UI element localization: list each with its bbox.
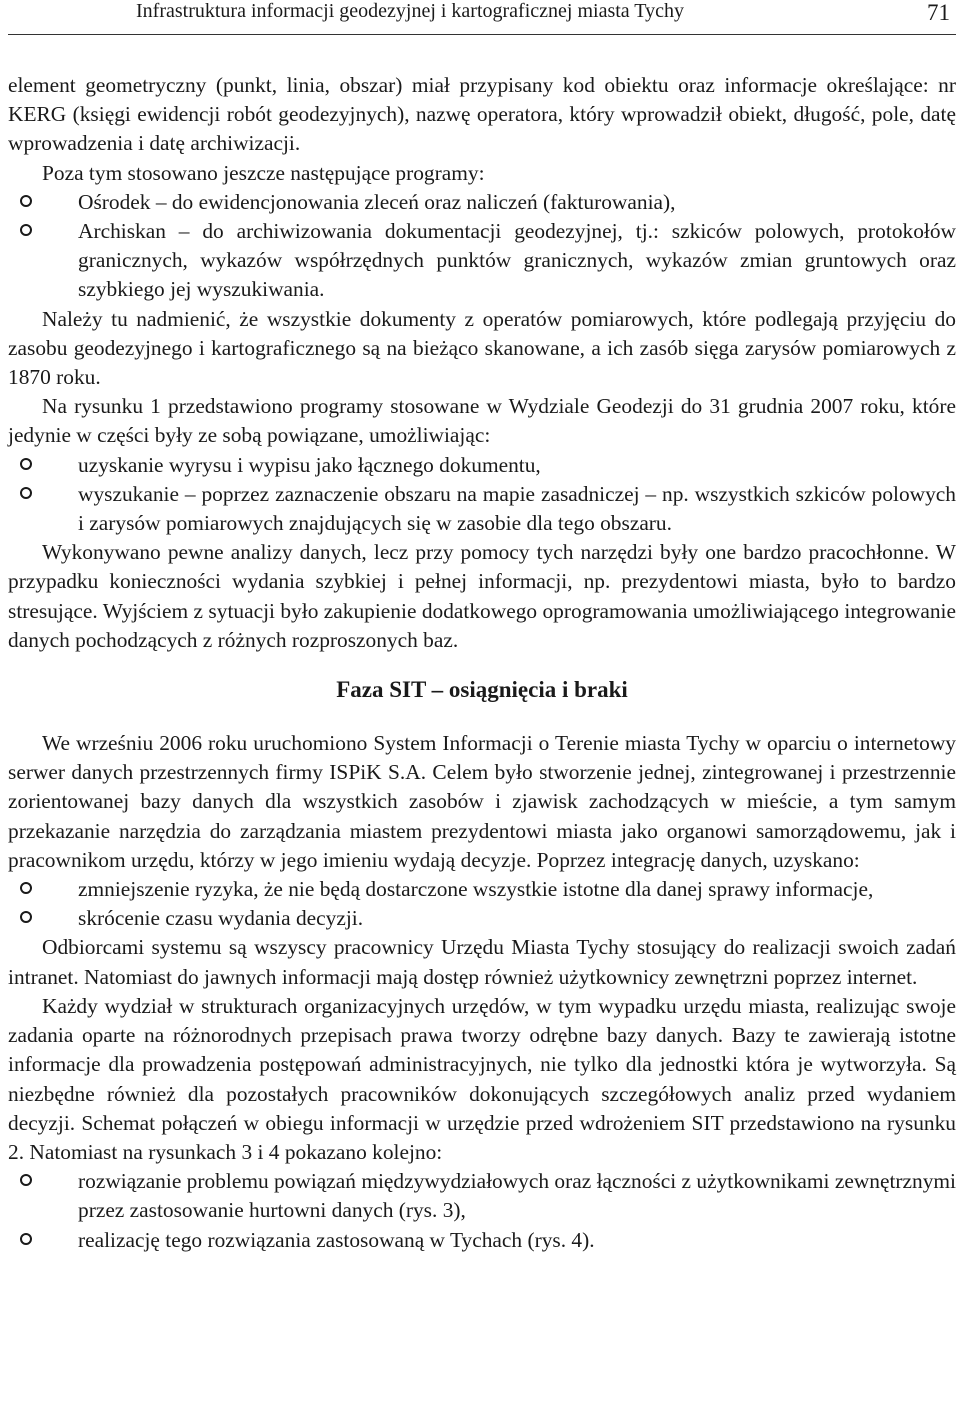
list-item-text: skrócenie czasu wydania decyzji. [78,906,364,931]
list-item [8,904,956,933]
body-text [8,71,956,1255]
list-item-text: Ośrodek – do ewidencjonowania zleceń oraz naliczeń (fakturowania), [78,189,676,214]
section-heading: Faza SIT – osiągnięcia i braki [336,677,628,703]
list-item [8,1226,956,1255]
list-item-text: zmniejszenie ryzyka, że nie będą dostarczone wszystkie istotne dla danej sprawy informacje, [78,877,874,902]
list-item [8,188,956,217]
bullet-icon [20,911,32,923]
list-item-text: wyszukanie – poprzez zaznaczenie obszaru na mapie zasadniczej – np. wszystkich szkiców polowych i zarysów pomiarowych znajdujących się w zasobie dla tego obszaru. [78,481,956,536]
bullet-icon [20,1174,32,1186]
document-page [8,0,956,1255]
paragraph: Każdy wydział w strukturach organizacyjnych urzędów, w tym wypadku urzędu miasta, realizując swoje zadania oparte na różnorodnych przepisach prawa tworzy odrębne bazy danych. Bazy te zawierają istotne informacje dla prowadzenia postępowań administracyjnych, nie tylko dla jednostki która je wytworzyła. Są niezbędne również dla pozostałych pracowników dokonujących szczegółowych analiz przed wydaniem decyzji. Schemat połączeń w obiegu informacji w urzędzie przed wdrożeniem SIT przedstawiono na rysunku 2. Natomiast na rysunkach 3 i 4 pokazano kolejno: [8,993,956,1164]
paragraph: Poza tym stosowano jeszcze następujące programy: [42,160,485,185]
paragraph: We wrześniu 2006 roku uruchomiono System Informacji o Terenie miasta Tychy w oparciu o internetowy serwer danych przestrzennych firmy ISPiK S.A. Celem było stworzenie jednej, zintegrowanej i przestrzennie zorientowanej bazy danych dla wszystkich zasobów i zjawisk zachodzących w mieście, a tym samym przekazanie narzędzia do zarządzania miastem prezydentowi miasta jako organowi samorządowemu, jak i pracownikom urzędu, którzy w jego imieniu wydają decyzje. Poprzez integrację danych, uzyskano: [8,731,956,872]
list-item-text: Archiskan – do archiwizowania dokumentacji geodezyjnej, tj.: szkiców polowych, protokołów granicznych, wykazów współrzędnych punktów granicznych, wykazów zmian gruntowych oraz szybkiego jej wyszukiwania. [78,219,956,302]
paragraph: Odbiorcami systemu są wszyscy pracownicy Urzędu Miasta Tychy stosujący do realizacji swoich zadań intranet. Natomiast do jawnych informacji mają dostęp również użytkownicy zewnętrzni poprzez internet. [8,935,956,989]
list-item-text: uzyskanie wyrysu i wypisu jako łącznego dokumentu, [78,452,541,477]
running-title: Infrastruktura informacji geodezyjnej i kartograficznej miasta Tychy [136,0,685,22]
bullet-list [8,1167,956,1255]
bullet-icon [20,1233,32,1245]
bullet-icon [20,487,32,499]
list-item [8,217,956,305]
paragraph: Na rysunku 1 przedstawiono programy stosowane w Wydziale Geodezji do 31 grudnia 2007 roku, które jedynie w części były ze sobą powiązane, umożliwiając: [8,394,956,448]
paragraph: element geometryczny (punkt, linia, obszar) miał przypisany kod obiektu oraz informacje określające: nr KERG (księgi ewidencji robót geodezyjnych), nazwę operatora, który wprowadził obiekt, długość, pole, datę wprowadzenia i datę archiwizacji. [8,73,956,156]
bullet-list [8,451,956,539]
list-item-text: realizację tego rozwiązania zastosowaną w Tychach (rys. 4). [78,1227,595,1252]
bullet-icon [20,195,32,207]
running-header [8,0,956,35]
paragraph: Wykonywano pewne analizy danych, lecz przy pomocy tych narzędzi były one bardzo pracochłonne. W przypadku konieczności wydania szybkiej i pełnej informacji, np. prezydentowi miasta, było to bardzo stresujące. Wyjściem z sytuacji było zakupienie dodatkowego oprogramowania umożliwiającego integrowanie danych pochodzących z różnych rozproszonych baz. [8,540,956,652]
list-item-text: rozwiązanie problemu powiązań międzywydziałowych oraz łączności z użytkownikami zewnętrznymi przez zastosowanie hurtowni danych (rys. 3), [78,1169,956,1223]
list-item [8,1167,956,1225]
list-item [8,451,956,480]
bullet-icon [20,882,32,894]
bullet-icon [20,224,32,236]
bullet-list [8,875,956,933]
list-item [8,875,956,904]
list-item [8,480,956,538]
bullet-list [8,188,956,305]
paragraph: Należy tu nadmienić, że wszystkie dokumenty z operatów pomiarowych, które podlegają przyjęciu do zasobu geodezyjnego i kartograficznego są na bieżąco skanowane, a ich zasób sięga zarysów pomiarowych z 1870 roku. [8,306,956,390]
page-number: 71 [927,0,950,25]
bullet-icon [20,458,32,470]
